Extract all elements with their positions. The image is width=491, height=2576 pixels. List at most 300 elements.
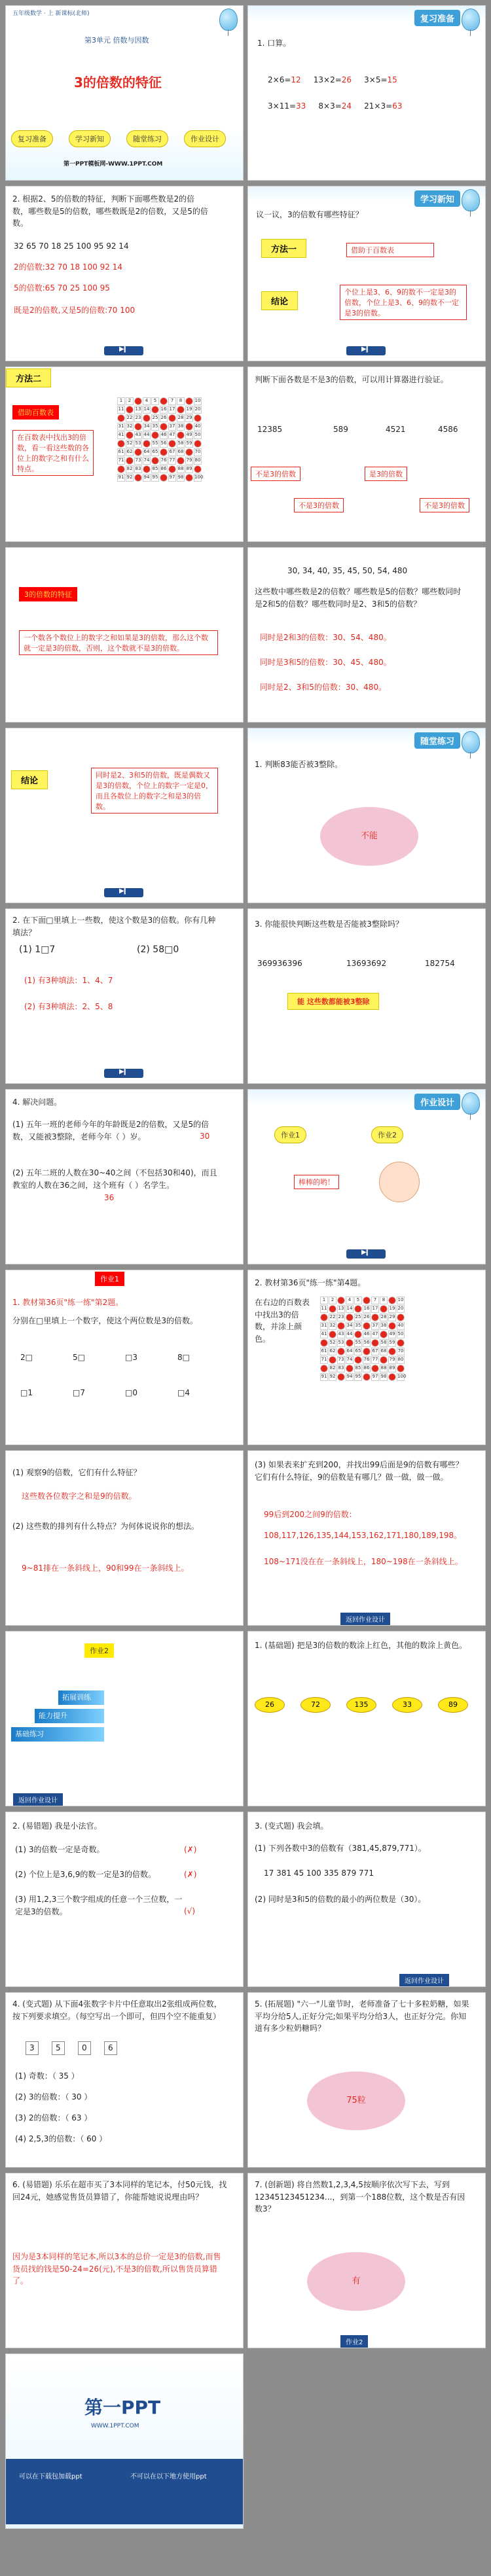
grid-cell: 21 <box>320 1314 328 1321</box>
grid-cell: 59 <box>388 1339 396 1347</box>
grid-cell: 64 <box>346 1348 354 1355</box>
grid-cell: 70 <box>397 1348 405 1355</box>
grid-cell: 76 <box>363 1356 371 1364</box>
slide-review <box>247 5 486 181</box>
grid-cell: 34 <box>346 1322 354 1330</box>
verdict-4: 不是3的倍数 <box>420 498 469 512</box>
grid-cell: 58 <box>177 440 185 448</box>
grid-cell: 2 <box>329 1297 336 1304</box>
slide-homework-1 <box>5 1270 244 1445</box>
item-4: 8□ <box>177 1353 190 1362</box>
question: 2. (易错题) 我是小法官。 <box>12 1821 102 1831</box>
grid-cell: 82 <box>126 465 134 473</box>
item-2: 5□ <box>73 1353 85 1362</box>
tag-hw2: 作业2 <box>84 1643 114 1658</box>
grid-cell: 14 <box>346 1305 354 1313</box>
feature-title: 3的倍数的特征 <box>19 587 77 601</box>
grid-cell: 29 <box>388 1314 396 1321</box>
homework-2-button[interactable]: 作业2 <box>371 1126 403 1143</box>
play-button[interactable] <box>104 1069 143 1078</box>
grid-cell: 45 <box>354 1331 362 1338</box>
grid-cell: 85 <box>151 465 159 473</box>
grid-cell: 18 <box>177 406 185 414</box>
step-1[interactable]: 拓展训练 <box>58 1690 104 1705</box>
answer-1: 99后到200之间9的倍数： <box>264 1510 357 1519</box>
conclusion-text: 同时是2、3和5的倍数，既是偶数又是3的倍数，个位上的数字一定是0，而且各数位上的数字之和是3的倍数。 <box>91 768 218 814</box>
grid-cell: 84 <box>143 465 151 473</box>
grid-cell: 74 <box>346 1356 354 1364</box>
brand-footer <box>6 2459 243 2524</box>
back-button[interactable]: 作业2 <box>340 2334 369 2348</box>
grid-cell: 61 <box>320 1348 328 1355</box>
grid-cell: 96 <box>160 474 168 482</box>
question: 3. (变式题) 我会填。 <box>255 1821 329 1831</box>
method-2-text: 在百数表中找出3的倍数，看一看这些数的各位上的数字之和有什么特点。 <box>12 430 94 476</box>
feature-text: 一个数各个数位上的数字之和如果是3的倍数，那么这个数就一定是3的倍数，否则，这个数就不是3的倍数。 <box>19 630 218 655</box>
slide-review-2 <box>5 186 244 361</box>
grid-cell: 56 <box>363 1339 371 1347</box>
grid-cell: 71 <box>320 1356 328 1364</box>
method-hint: 借助于百数表 <box>346 243 434 257</box>
note-2: 不可以在以下地方使用ppt <box>130 2473 207 2480</box>
grid-cell: 72 <box>329 1356 336 1364</box>
slide-practice-2 <box>5 908 244 1084</box>
grid-cell: 30 <box>194 414 202 422</box>
grid-cell: 60 <box>194 440 202 448</box>
grid-cell: 23 <box>337 1314 345 1321</box>
grid-cell: 40 <box>194 423 202 431</box>
btn-homework[interactable]: 作业设计 <box>184 130 226 147</box>
grid-cell: 10 <box>194 397 202 405</box>
answer-2: (✗) <box>184 1870 197 1879</box>
btn-practice[interactable]: 随堂练习 <box>126 130 168 147</box>
slide-notebook <box>5 2173 244 2348</box>
answer-1: 同时是2和3的倍数：30、54、480。 <box>260 633 391 642</box>
answer: 能 这些数都能被3整除 <box>287 993 379 1010</box>
grid-cell: 58 <box>380 1339 388 1347</box>
problem-1: (1) 下列各数中3的倍数有（381,45,879,771）。 <box>255 1844 426 1853</box>
grid-cell: 70 <box>194 448 202 456</box>
answer-2: 同时是3和5的倍数：30、45、480。 <box>260 658 391 667</box>
grid-cell: 97 <box>168 474 176 482</box>
grid-cell: 69 <box>388 1348 396 1355</box>
grid-cell: 27 <box>168 414 176 422</box>
grid-cell: 80 <box>194 457 202 465</box>
answer-4: (4) 2,5,3的倍数：（ 60 ） <box>15 2134 107 2143</box>
question-1: (1) 观察9的倍数，它们有什么特征？ <box>12 1468 141 1477</box>
grid-cell: 97 <box>371 1373 379 1381</box>
answer-cloud: 不能 <box>320 807 418 866</box>
grid-cell: 88 <box>177 465 185 473</box>
grid-cell: 35 <box>354 1322 362 1330</box>
grid-cell: 91 <box>117 474 125 482</box>
oval-3: 135 <box>346 1697 376 1713</box>
grid-cell: 72 <box>126 457 134 465</box>
grid-cell: 92 <box>329 1373 336 1381</box>
question: 4. 解决问题。 <box>12 1098 62 1107</box>
grid-cell: 74 <box>143 457 151 465</box>
grid-cell: 93 <box>134 474 142 482</box>
problem-1: (1) 1□7 <box>19 944 56 955</box>
tag-homework: 作业设计 <box>414 1094 460 1110</box>
grid-cell: 32 <box>126 423 134 431</box>
method-1: 方法一 <box>261 239 306 258</box>
play-button[interactable] <box>346 1249 386 1259</box>
play-button[interactable] <box>346 346 386 355</box>
grid-cell: 31 <box>320 1322 328 1330</box>
grid-cell: 33 <box>337 1322 345 1330</box>
grid-cell: 12 <box>126 406 134 414</box>
question: (3) 如果表来扩充到200，并找出99后面是9的倍数有哪些？它们有什么特征，9的倍数是有哪几？做一做，做一做。 <box>255 1460 464 1482</box>
balloon-icon <box>462 1092 480 1115</box>
grid-cell: 37 <box>168 423 176 431</box>
grid-cell: 2 <box>126 397 134 405</box>
answer-1: (1) 有3种填法：1、4、7 <box>24 976 113 985</box>
answer-2: 108,117,126,135,144,153,162,171,180,189,198。 <box>264 1531 462 1540</box>
answer-3: 108~171没在在一条斜线上，180~198在一条斜线上。 <box>264 1557 463 1566</box>
grid-cell: 89 <box>388 1365 396 1372</box>
btn-review[interactable]: 复习准备 <box>11 130 53 147</box>
play-button[interactable] <box>104 346 143 355</box>
grid-cell: 42 <box>126 431 134 439</box>
grid-cell: 50 <box>397 1331 405 1338</box>
slide-learn <box>247 186 486 361</box>
slide-homework <box>247 1089 486 1264</box>
grid-cell: 28 <box>177 414 185 422</box>
grid-cell: 79 <box>388 1356 396 1364</box>
grid-cell: 51 <box>320 1339 328 1347</box>
grid-cell: 38 <box>177 423 185 431</box>
grid-cell: 41 <box>117 431 125 439</box>
slide-method-2 <box>5 367 244 542</box>
item-5: □1 <box>20 1388 33 1397</box>
grid-cell: 27 <box>371 1314 379 1321</box>
slide-homework-2-menu <box>5 1631 244 1806</box>
subtext: 分别在□里填上一个数字，使这个两位数是3的倍数。 <box>12 1316 198 1325</box>
grid-cell: 93 <box>337 1373 345 1381</box>
num-3: 182754 <box>425 959 455 968</box>
answer-1: 30 <box>200 1132 210 1141</box>
hundred-table <box>117 397 202 482</box>
slide-basic <box>247 1631 486 1806</box>
grid-cell: 38 <box>380 1322 388 1330</box>
answer-3: (√) <box>184 1906 196 1916</box>
grid-cell: 4 <box>346 1297 354 1304</box>
answer-2: 36 <box>104 1193 115 1202</box>
num-2: 589 <box>333 425 348 434</box>
item-7: □0 <box>125 1388 137 1397</box>
tag-review: 复习准备 <box>414 10 460 26</box>
grid-cell: 21 <box>117 414 125 422</box>
grid-cell: 53 <box>134 440 142 448</box>
grid-cell: 73 <box>134 457 142 465</box>
question: 1. 教材第36页"练一练"第2题。 <box>12 1298 124 1307</box>
grid-cell: 75 <box>151 457 159 465</box>
grid-cell: 60 <box>397 1339 405 1347</box>
slide-verify <box>247 367 486 542</box>
slide-extend <box>247 1450 486 1626</box>
back-button[interactable]: 返回作业设计 <box>340 1612 391 1626</box>
grid-cell: 76 <box>160 457 168 465</box>
hundred-table <box>320 1297 405 1381</box>
cartoon-face-icon <box>379 1162 420 1202</box>
slide-multiples <box>247 547 486 723</box>
slide-title <box>5 5 244 181</box>
grid-cell: 6 <box>363 1297 371 1304</box>
numbers: 30, 34, 40, 35, 45, 50, 54, 480 <box>287 566 408 575</box>
grid-cell: 32 <box>329 1322 336 1330</box>
card-4: 6 <box>104 2041 117 2055</box>
numbers: 17 381 45 100 335 879 771 <box>264 1869 374 1878</box>
answer-5: 5的倍数:65 70 25 100 95 <box>14 283 110 293</box>
grid-cell: 65 <box>354 1348 362 1355</box>
slide-judge <box>5 1812 244 1987</box>
grid-cell: 28 <box>380 1314 388 1321</box>
answer-1: (1) 奇数：（ 35 ） <box>15 2071 79 2081</box>
grid-cell: 36 <box>160 423 168 431</box>
answer-1: (✗) <box>184 1845 197 1854</box>
grid-cell: 57 <box>168 440 176 448</box>
question: 2. 在下面□里填上一些数，使这个数是3的倍数。你有几种填法？ <box>12 916 216 937</box>
num-1: 369936396 <box>257 959 302 968</box>
grid-cell: 71 <box>117 457 125 465</box>
grid-cell: 33 <box>134 423 142 431</box>
grid-cell: 34 <box>143 423 151 431</box>
brand-url: WWW.1PPT.COM <box>91 2423 139 2429</box>
statement-1: (1) 3的倍数一定是奇数。 <box>15 1845 105 1854</box>
grid-cell: 48 <box>177 431 185 439</box>
grid-cell: 22 <box>329 1314 336 1321</box>
grid-cell: 35 <box>151 423 159 431</box>
answer-both: 既是2的倍数,又是5的倍数:70 100 <box>14 306 136 315</box>
grid-cell: 15 <box>151 406 159 414</box>
grid-cell: 26 <box>160 414 168 422</box>
question: 5. (拓展题) "六一"儿童节时，老师准备了七十多粒奶糖，如果平均分给5人,正好分完;如果平均分给3人，也正好分完。你知道有多少粒奶糖吗？ <box>255 1999 469 2033</box>
grid-cell: 7 <box>168 397 176 405</box>
back-button[interactable]: 返回作业设计 <box>399 1973 450 1987</box>
question: 3. 你能很快判断这些数是否能被3整除吗？ <box>255 920 403 929</box>
grid-cell: 50 <box>194 431 202 439</box>
grid-cell: 95 <box>151 474 159 482</box>
answer-2: 2的倍数:32 70 18 100 92 14 <box>14 262 123 272</box>
oval-4: 33 <box>392 1697 422 1713</box>
question: 1. (基础题) 把是3的倍数的数涂上红色，其他的数涂上黄色。 <box>255 1641 467 1650</box>
grid-cell: 77 <box>371 1356 379 1364</box>
grid-cell: 78 <box>380 1356 388 1364</box>
verdict-1: 不是3的倍数 <box>251 467 300 481</box>
brand-logo: 第一PPT <box>84 2397 161 2418</box>
step-3[interactable]: 基础练习 <box>11 1727 104 1742</box>
grid-cell: 67 <box>371 1348 379 1355</box>
grid-cell: 57 <box>371 1339 379 1347</box>
question: 判断下面各数是不是3的倍数，可以用计算器进行验证。 <box>255 375 448 384</box>
balloon-icon <box>462 9 480 31</box>
balloon-icon <box>462 731 480 753</box>
grid-cell: 44 <box>346 1331 354 1338</box>
grid-cell: 86 <box>363 1365 371 1372</box>
grid-cell: 11 <box>117 406 125 414</box>
card-2: 5 <box>52 2041 65 2055</box>
grid-cell: 17 <box>371 1305 379 1313</box>
grid-cell: 63 <box>337 1348 345 1355</box>
question: 1. 口算。 <box>257 39 291 48</box>
grid-cell: 26 <box>363 1314 371 1321</box>
note-1: 可以在下载包加载ppt <box>19 2473 82 2480</box>
problem-2: (2) 同时是3和5的倍数的最小的两位数是（30）。 <box>255 1895 426 1904</box>
grid-cell: 16 <box>160 406 168 414</box>
grid-cell: 49 <box>388 1331 396 1338</box>
grid-cell: 55 <box>354 1339 362 1347</box>
grid-cell: 39 <box>388 1322 396 1330</box>
grid-cell: 98 <box>177 474 185 482</box>
grid-cell: 55 <box>151 440 159 448</box>
oval-2: 72 <box>300 1697 331 1713</box>
grid-cell: 3 <box>337 1297 345 1304</box>
slide-conclusion <box>5 728 244 903</box>
grid-cell: 48 <box>380 1331 388 1338</box>
problem-1: (1) 五年一班的老师今年的年龄既是2的倍数，又是5的倍数，又能被3整除，老师今年（ ）岁。 <box>12 1120 209 1141</box>
grid-cell: 87 <box>168 465 176 473</box>
answer-3: 同时是2、3和5的倍数：30、480。 <box>260 683 387 692</box>
grid-cell: 6 <box>160 397 168 405</box>
btn-learn[interactable]: 学习新知 <box>69 130 111 147</box>
grid-cell: 81 <box>117 465 125 473</box>
header: 五年级数学 · 上 新课标(北师) <box>12 10 90 17</box>
answer-cloud: 有 <box>307 2252 405 2311</box>
grid-cell: 96 <box>363 1373 371 1381</box>
grid-cell: 4 <box>143 397 151 405</box>
slide-fill <box>247 1812 486 1987</box>
speech-bubble: 棒棒的哟！ <box>294 1175 339 1189</box>
grid-cell: 24 <box>143 414 151 422</box>
grid-cell: 64 <box>143 448 151 456</box>
grid-cell: 19 <box>185 406 193 414</box>
play-button[interactable] <box>104 888 143 897</box>
question: 2. 教材第36页"练一练"第4题。 <box>255 1278 366 1287</box>
back-button[interactable]: 返回作业设计 <box>12 1793 64 1806</box>
grid-cell: 5 <box>151 397 159 405</box>
grid-cell: 75 <box>354 1356 362 1364</box>
grid-cell: 84 <box>346 1365 354 1372</box>
grid-cell: 99 <box>185 474 193 482</box>
item-1: 2□ <box>20 1353 33 1362</box>
oval-5: 89 <box>438 1697 468 1713</box>
homework-1-button[interactable]: 作业1 <box>274 1126 306 1143</box>
grid-cell: 59 <box>185 440 193 448</box>
grid-cell: 87 <box>371 1365 379 1372</box>
grid-cell: 61 <box>117 448 125 456</box>
num-4: 4586 <box>438 425 458 434</box>
unit: 第3单元 倍数与因数 <box>84 36 149 45</box>
balloon-icon <box>462 189 480 211</box>
grid-cell: 62 <box>329 1348 336 1355</box>
grid-cell: 83 <box>134 465 142 473</box>
grid-cell: 45 <box>151 431 159 439</box>
grid-cell: 43 <box>337 1331 345 1338</box>
grid-cell: 49 <box>185 431 193 439</box>
grid-cell: 78 <box>177 457 185 465</box>
question: 4. (变式题) 从下面4张数字卡片中任意取出2张组成两位数，按下列要求填空。（每空写出一个即可，但四个空不能重复） <box>12 1999 222 2021</box>
num-3: 4521 <box>386 425 406 434</box>
grid-cell: 77 <box>168 457 176 465</box>
slide-brand <box>5 2353 244 2529</box>
question: 议一议，3的倍数有哪些特征？ <box>256 210 363 219</box>
grid-cell: 91 <box>320 1373 328 1381</box>
grid-cell: 46 <box>363 1331 371 1338</box>
grid-cell: 11 <box>320 1305 328 1313</box>
grid-cell: 47 <box>168 431 176 439</box>
grid-cell: 53 <box>337 1339 345 1347</box>
slide-observe <box>5 1450 244 1626</box>
grid-cell: 100 <box>194 474 202 482</box>
question: 1. 判断83能否被3整除。 <box>255 760 343 769</box>
grid-cell: 24 <box>346 1314 354 1321</box>
grid-cell: 98 <box>380 1373 388 1381</box>
grid-cell: 30 <box>397 1314 405 1321</box>
grid-cell: 25 <box>151 414 159 422</box>
answer-3: (3) 2的倍数：（ 63 ） <box>15 2113 92 2122</box>
grid-cell: 56 <box>160 440 168 448</box>
expr-row-2: 3×11=33 8×3=24 21×3=63 <box>268 101 403 111</box>
answer-1: 这些数各位数字之和是9的倍数。 <box>22 1492 137 1501</box>
step-2[interactable]: 能力提升 <box>35 1709 104 1723</box>
question: 6. (易错题) 乐乐在超市买了3本同样的笔记本，付50元钱，找回24元，她感觉售货员算错了，你能帮她说说理由吗？ <box>12 2180 227 2202</box>
grid-cell: 92 <box>126 474 134 482</box>
slide-innovation <box>247 2173 486 2348</box>
grid-cell: 44 <box>143 431 151 439</box>
slide-practice-1 <box>247 728 486 903</box>
balloon-icon <box>219 9 238 31</box>
verdict-2: 不是3的倍数 <box>294 498 344 512</box>
grid-cell: 94 <box>143 474 151 482</box>
grid-cell: 68 <box>177 448 185 456</box>
grid-cell: 40 <box>397 1322 405 1330</box>
num-1: 12385 <box>257 425 283 434</box>
grid-cell: 81 <box>320 1365 328 1372</box>
tag-hw1: 作业1 <box>95 1272 124 1286</box>
answer-2: 9~81排在一条斜线上，90和99在一条斜线上。 <box>22 1564 189 1573</box>
question-2: (2) 这些数的排列有什么特点？为何体说说你的想法。 <box>12 1522 199 1531</box>
grid-cell: 8 <box>380 1297 388 1304</box>
grid-cell: 8 <box>177 397 185 405</box>
grid-cell: 83 <box>337 1365 345 1372</box>
item-8: □4 <box>177 1388 190 1397</box>
grid-cell: 52 <box>126 440 134 448</box>
grid-cell: 13 <box>134 406 142 414</box>
answer-cloud: 75粒 <box>307 2071 405 2130</box>
grid-cell: 69 <box>185 448 193 456</box>
grid-cell: 66 <box>363 1348 371 1355</box>
statement-3: (3) 用1,2,3三个数字组成的任意一个三位数，一定是3的倍数。 <box>15 1895 183 1916</box>
grid-cell: 41 <box>320 1331 328 1338</box>
grid-cell: 85 <box>354 1365 362 1372</box>
card-3: 0 <box>78 2041 91 2055</box>
grid-cell: 36 <box>363 1322 371 1330</box>
grid-cell: 10 <box>397 1297 405 1304</box>
problem-2: (2) 58□0 <box>137 944 179 955</box>
tag-practice: 随堂练习 <box>414 732 460 749</box>
answer-2: (2) 3的倍数：（ 30 ） <box>15 2092 92 2102</box>
card-1: 3 <box>26 2041 39 2055</box>
grid-cell: 14 <box>143 406 151 414</box>
conclusion-text: 个位上是3、6、9的数不一定是3的倍数，个位上是3、6、9的数不一定是3的倍数。 <box>340 285 467 320</box>
grid-cell: 63 <box>134 448 142 456</box>
grid-cell: 54 <box>346 1339 354 1347</box>
grid-cell: 42 <box>329 1331 336 1338</box>
subtext: 在右边的百数表中找出3的倍数，并涂上颜色。 <box>255 1298 310 1344</box>
grid-cell: 12 <box>329 1305 336 1313</box>
question: 7. (创新题) 将自然数1,2,3,4,5按顺序依次写下去，写到12345123451234...，到第一个188位数，这个数是否有因数3？ <box>255 2180 465 2214</box>
